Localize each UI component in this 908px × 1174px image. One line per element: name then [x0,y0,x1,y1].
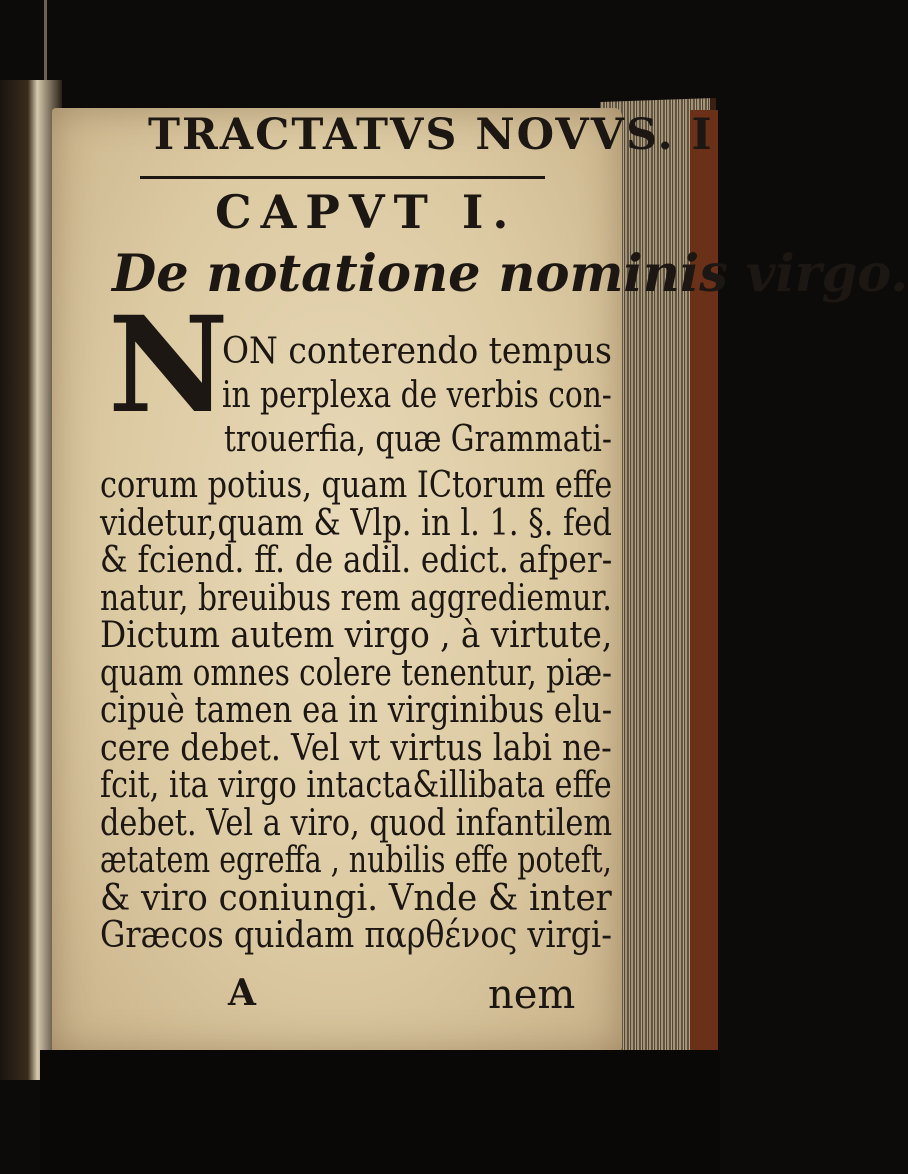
running-head: TRACTATVS NOVVS. I [148,110,714,160]
chapter-title: De notatione nominis virgo. [112,244,908,304]
text-line: videtur,quam & Vlp. in l. 1. §. fed [100,503,612,544]
text-line: & viro coniungi. Vnde & inter [100,878,612,919]
text-line: trouerfia, quæ Grammati- [224,419,612,460]
text-line: & fciend. ff. de adil. edict. afper- [100,540,613,581]
bottom-shadow [40,1050,720,1174]
drop-cap: N [108,288,229,443]
text-line: natur, breuibus rem aggrediemur. [100,578,612,619]
text-line: corum potius, quam ICtorum effe [100,465,613,506]
text-line: Græcos quidam παρθένος virgi- [100,915,612,956]
chapter-heading: CAPVT I. [215,185,518,239]
text-line: ON conterendo tempus [222,331,612,372]
text-line: cere debet. Vel vt virtus labi ne- [100,728,612,769]
text-line: cipuè tamen ea in virginibus elu- [100,690,613,731]
text-line: Dictum autem virgo , à virtute, [100,615,613,656]
text-line: ætatem egreffa , nubilis effe poteft, [100,840,612,881]
text-line: debet. Vel a viro, quod infantilem [100,803,613,844]
text-line: in perplexa de verbis con- [222,375,612,416]
signature-mark: A [228,972,256,1014]
text-line: fcit, ita virgo intacta&illibata effe [100,765,612,806]
header-rule [140,176,545,179]
text-line: quam omnes colere tenentur, piæ- [100,653,612,694]
catchword: nem [488,972,576,1018]
